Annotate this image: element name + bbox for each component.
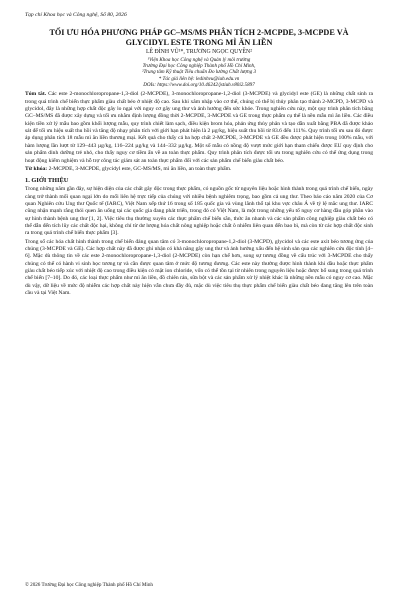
keywords — [25, 166, 373, 173]
abstract — [25, 91, 373, 164]
doi-link[interactable]: DOIs: https://www.doi.org/10.46242/jstiuh.v80i2.5897 — [143, 82, 255, 89]
journal-header: Tạp chí Khoa học và Công nghệ, Số 80, 2026 — [25, 12, 127, 18]
body-paragraph: Trong số các hóa chất hình thành trong chế biến đáng quan tâm có 3-monochloropropane-1,2-diol (3-MCPD), glycidol và các este axit béo tương ứng của chúng (3-MCPDE và GE). Các hợp chất này đã được ghi nhận có khả năng gây ung thư và ảnh hưởng xấu đến hệ sinh sản qua các nghiên cứu độc tính [4–6]. Mặc dù thông tin về các este 2-monochloropropane-1,3-diol (2-MCPDE) còn hạn chế hơn, song sự tương đồng về cấu trúc với 3-MCPDE cho thấy chúng có thể có hành vi sinh học tương tự và cần được quan tâm ở mức độ tương đương. Các este này thường được hình thành khi dầu hoặc thực phẩm giàu chất béo tiếp xúc với nhiệt độ cao trong điều kiện có mặt ion chloride, vốn có thể tồn tại từ nhiên trong nguyên liệu hoặc được bổ sung trong quá trình chế biến [7–10]. Do đó, các loại thực phẩm như mì ăn liền, đồ chiên rán, sữa bột và các sản phẩm xử lý nhiệt khác là những nền mẫu có nguy cơ cao. Mặc dù vậy, dữ liệu về mức độ nhiễm các hợp chất này hiện vẫn chưa đầy đủ, mặc dù việc tiêu thụ thực phẩm chế biến giàu chất béo đang tăng lên trên toàn cầu và tại Việt Nam. — [25, 238, 373, 297]
body-paragraph: Trong những năm gần đây, sự hiện diện của các chất gây độc trong thực phẩm, có nguồn gốc từ nguyên liệu hoặc hình thành trong quá trình chế biến, ngày càng trở thành mối quan ngại lớn do mối liên hệ trực tiếp của chúng với nhiều bệnh nghiêm trọng, bao gồm cả ung thư. Theo báo cáo năm 2020 của Cơ quan Nghiên cứu Ung thư Quốc tế (IARC), Việt Nam xếp thứ 16 trong số 185 quốc gia và vùng lãnh thổ tại khu vực châu Á về tỷ lệ mắc ung thư. IARC cũng nhận mạnh rằng thói quen ăn uống tại các quốc gia đang phát triển, trong đó có Việt Nam, là một trong những yếu tố nguy cơ hàng đầu góp phần vào sự hình thành bệnh ung thư [1, 2]. Việc tiêu thụ thường xuyên các thực phẩm chế biến sẵn, thức ăn nhanh và các sản phẩm công nghiệp giàu chất béo có thể dẫn đến tích lũy các chất độc hại, không chỉ từ dư lượng hóa chất nông nghiệp hoặc chất ô nhiễm liên quan đến bao bì, mà còn từ các hợp chất độc sinh ra trong quá trình chế biến thực phẩm [3]. — [25, 186, 373, 237]
authors: LÊ ĐÌNH VŨ¹*, TRƯƠNG NGỌC QUYỀN² — [146, 49, 252, 56]
keywords-text: 2-MCPDE, 3-MCPDE, glycidyl este, GC-MS/MS, mì ăn liền, an toàn thực phẩm. — [48, 165, 232, 172]
abstract-label: Tóm tắt. — [25, 91, 47, 98]
copyright-footer: © 2026 Trường Đại học Công nghiệp Thành phố Hồ Chí Minh — [25, 582, 153, 588]
affiliation-line: ¹Viện Khoa học Công nghệ và Quản lý môi trường — [147, 56, 251, 63]
corresponding-author: * Tác giả liên hệ: ledinhvu@iuh.edu.vn — [158, 75, 240, 82]
paper-title: TỐI ƯU HÓA PHƯƠNG PHÁP GC–MS/MS PHÂN TÍCH 2-MCPDE, 3-MCPDE VÀ GLYCIDYL ESTE TRONG MÌ ĂN LIỀN — [49, 27, 349, 47]
section-heading: 1. GIỚI THIỆU — [25, 177, 69, 185]
abstract-text: Các este 2-monochloropropane-1,3-diol (2-MCPDE), 3-monochloropropane-1,2-diol (3-MCPDE) và glycidyl este (GE) là những chất sinh ra trong quá trình chế biến thực phẩm giàu chất béo ở nhiệt độ cao. Sau khi xâm nhập vào cơ thể, chúng có thể bị thủy phân tạo thành 2-MCPD, 3-MCPD và glycidol, đây là những hợp chất độc gây lo ngại với nguy cơ gây ung thư và ảnh hưởng đến sức khỏe. Trong nghiên cứu này, một quy trình phân tích bằng GC–MS/MS đã được xây dựng và tối ưu nhằm định lượng đồng thời 2-MCPDE, 3-MCPDE và GE trong thực phẩm cụ thể là nền mẫu mì ăn liền. Các điều kiện tiền xử lý mẫu bao gồm khối lượng mẫu, quy trình chiết làm sạch, điều kiện brom hóa, phản ứng thủy phân và tạo dẫn xuất bằng PBA đã được khảo sát để tối ưu hiệu suất thu hồi và tăng độ nhạy phân tích với giới hạn phát hiện là 2 µg/kg, hiệu suất thu hồi từ 83.6 đến 111%. Quy trình tối ưu sau đó được áp dụng phân tích 18 mẫu mì ăn liền thương mại. Kết quả cho thấy cả ba hợp chất 2-MCPDE, 3-MCPDE và GE đều được phát hiện trong 100% mẫu, với hàm lượng lần lượt từ 129–443 µg/kg, 116–224 µg/kg và 144–332 µg/kg. Một số mẫu có nồng độ vượt mức giới hạn tham chiếu được EU quy định cho sản phẩm dinh dưỡng trẻ nhỏ, cho thấy nguy cơ tiềm ẩn về an toàn thực phẩm. Quy trình phân tích được tối ưu trong nghiên cứu có thể ứng dụng trong hoạt động kiểm nghiệm và hỗ trợ công tác giám sát an toàn thực phẩm đối với các sản phẩm chế biến giàu chất béo. — [25, 91, 373, 164]
keywords-label: Từ khóa: — [25, 165, 48, 172]
affiliation-line: ²Trung tâm Kỹ thuật Tiêu chuẩn Đo lường Chất lượng 3 — [141, 69, 257, 76]
affiliation-line: Trường Đại học Công nghiệp Thành phố Hồ Chí Minh, — [142, 62, 256, 69]
affiliations — [25, 57, 373, 82]
